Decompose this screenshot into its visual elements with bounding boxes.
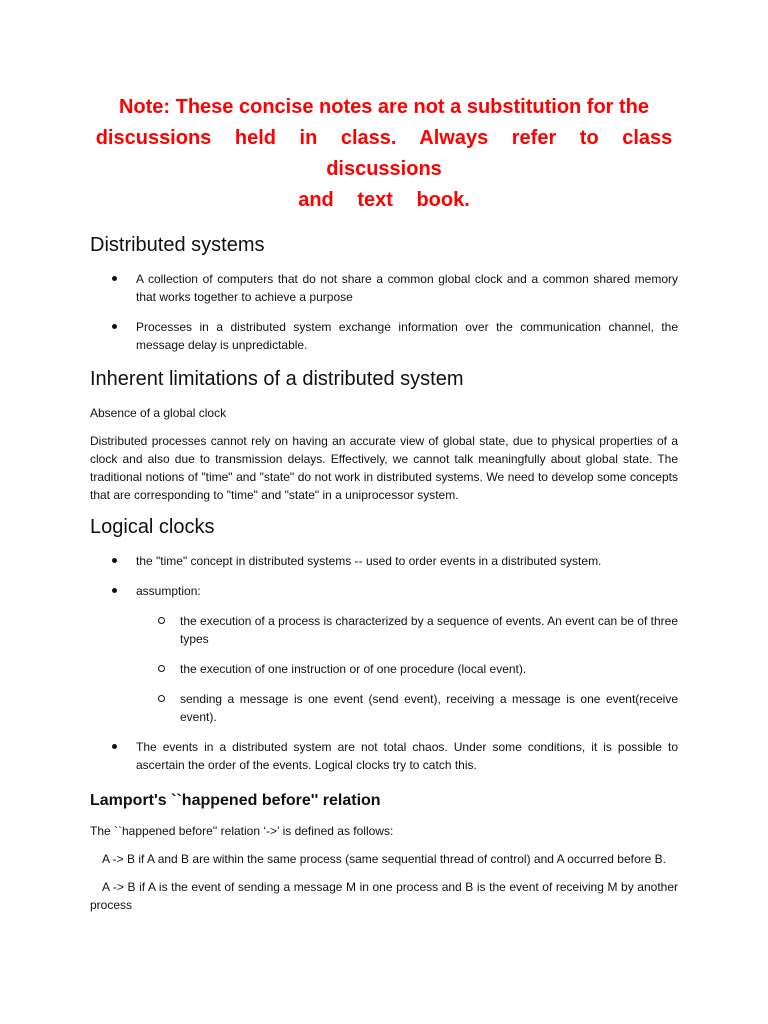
note-line-2: discussions held in class. Always refer to class discussions — [95, 127, 673, 180]
sub-list-item — [136, 612, 678, 648]
paragraph-global-clock: Distributed processes cannot rely on having an accurate view of global state, due to physical properties of a clock and also due to transmission delays. Effectively, we cannot talk meaningfully about global state. The traditional notions of "time" and "state" do not work in distributed systems. We need to develop some concepts that are corresponding to "time" and "state" in a uniprocessor system. — [90, 434, 678, 502]
logical-bullet-list — [90, 552, 678, 774]
distributed-bullet-list — [90, 270, 678, 354]
list-item-text: assumption: — [136, 584, 201, 598]
sub-list-item-text: the execution of one instruction or of one procedure (local event). — [180, 662, 527, 676]
sub-list-item-text: the execution of a process is characterized by a sequence of events. An event can be of three types — [180, 614, 678, 646]
list-item-text: A collection of computers that do not share a common global clock and a common shared memory that works together to achieve a purpose — [136, 272, 678, 304]
sub-list-item — [136, 690, 678, 726]
assumption-sub-list — [136, 612, 678, 726]
note-banner — [90, 92, 678, 216]
list-item — [90, 270, 678, 306]
paragraph-lamport-intro: The ``happened before'' relation ‘->’ is defined as follows: — [90, 824, 394, 838]
bullet-icon — [112, 744, 117, 749]
subheading-global-clock: Absence of a global clock — [90, 406, 227, 420]
paragraph-lamport-rule-2: A -> B if A is the event of sending a message M in one process and B is the event of receiving M by another process — [90, 880, 678, 912]
hollow-bullet-icon — [158, 617, 165, 624]
hollow-bullet-icon — [158, 695, 165, 702]
note-line-3: and text book. — [298, 189, 470, 211]
list-item — [90, 582, 678, 726]
bullet-icon — [112, 558, 117, 563]
list-item-text: Processes in a distributed system exchange information over the communication channel, the message delay is unpredictable. — [136, 320, 678, 352]
heading-lamport-relation: Lamport's ``happened before'' relation — [90, 792, 381, 809]
heading-distributed-systems: Distributed systems — [90, 234, 265, 256]
list-item — [90, 318, 678, 354]
list-item-text: the "time" concept in distributed systems -- used to order events in a distributed system. — [136, 554, 602, 568]
note-line-1: Note: These concise notes are not a substitution for the — [118, 96, 650, 118]
sub-list-item-text: sending a message is one event (send event), receiving a message is one event(receive event). — [180, 692, 678, 724]
heading-inherent-limitations: Inherent limitations of a distributed system — [90, 368, 464, 390]
paragraph-lamport-rule-1: A -> B if A and B are within the same process (same sequential thread of control) and A occurred before B. — [102, 852, 666, 866]
bullet-icon — [112, 324, 117, 329]
bullet-icon — [112, 276, 117, 281]
list-item-text: The events in a distributed system are not total chaos. Under some conditions, it is possible to ascertain the order of the events. Logical clocks try to catch this. — [136, 740, 678, 772]
bullet-icon — [112, 588, 117, 593]
heading-logical-clocks: Logical clocks — [90, 516, 215, 538]
list-item — [90, 738, 678, 774]
sub-list-item — [136, 660, 678, 678]
hollow-bullet-icon — [158, 665, 165, 672]
list-item — [90, 552, 678, 570]
